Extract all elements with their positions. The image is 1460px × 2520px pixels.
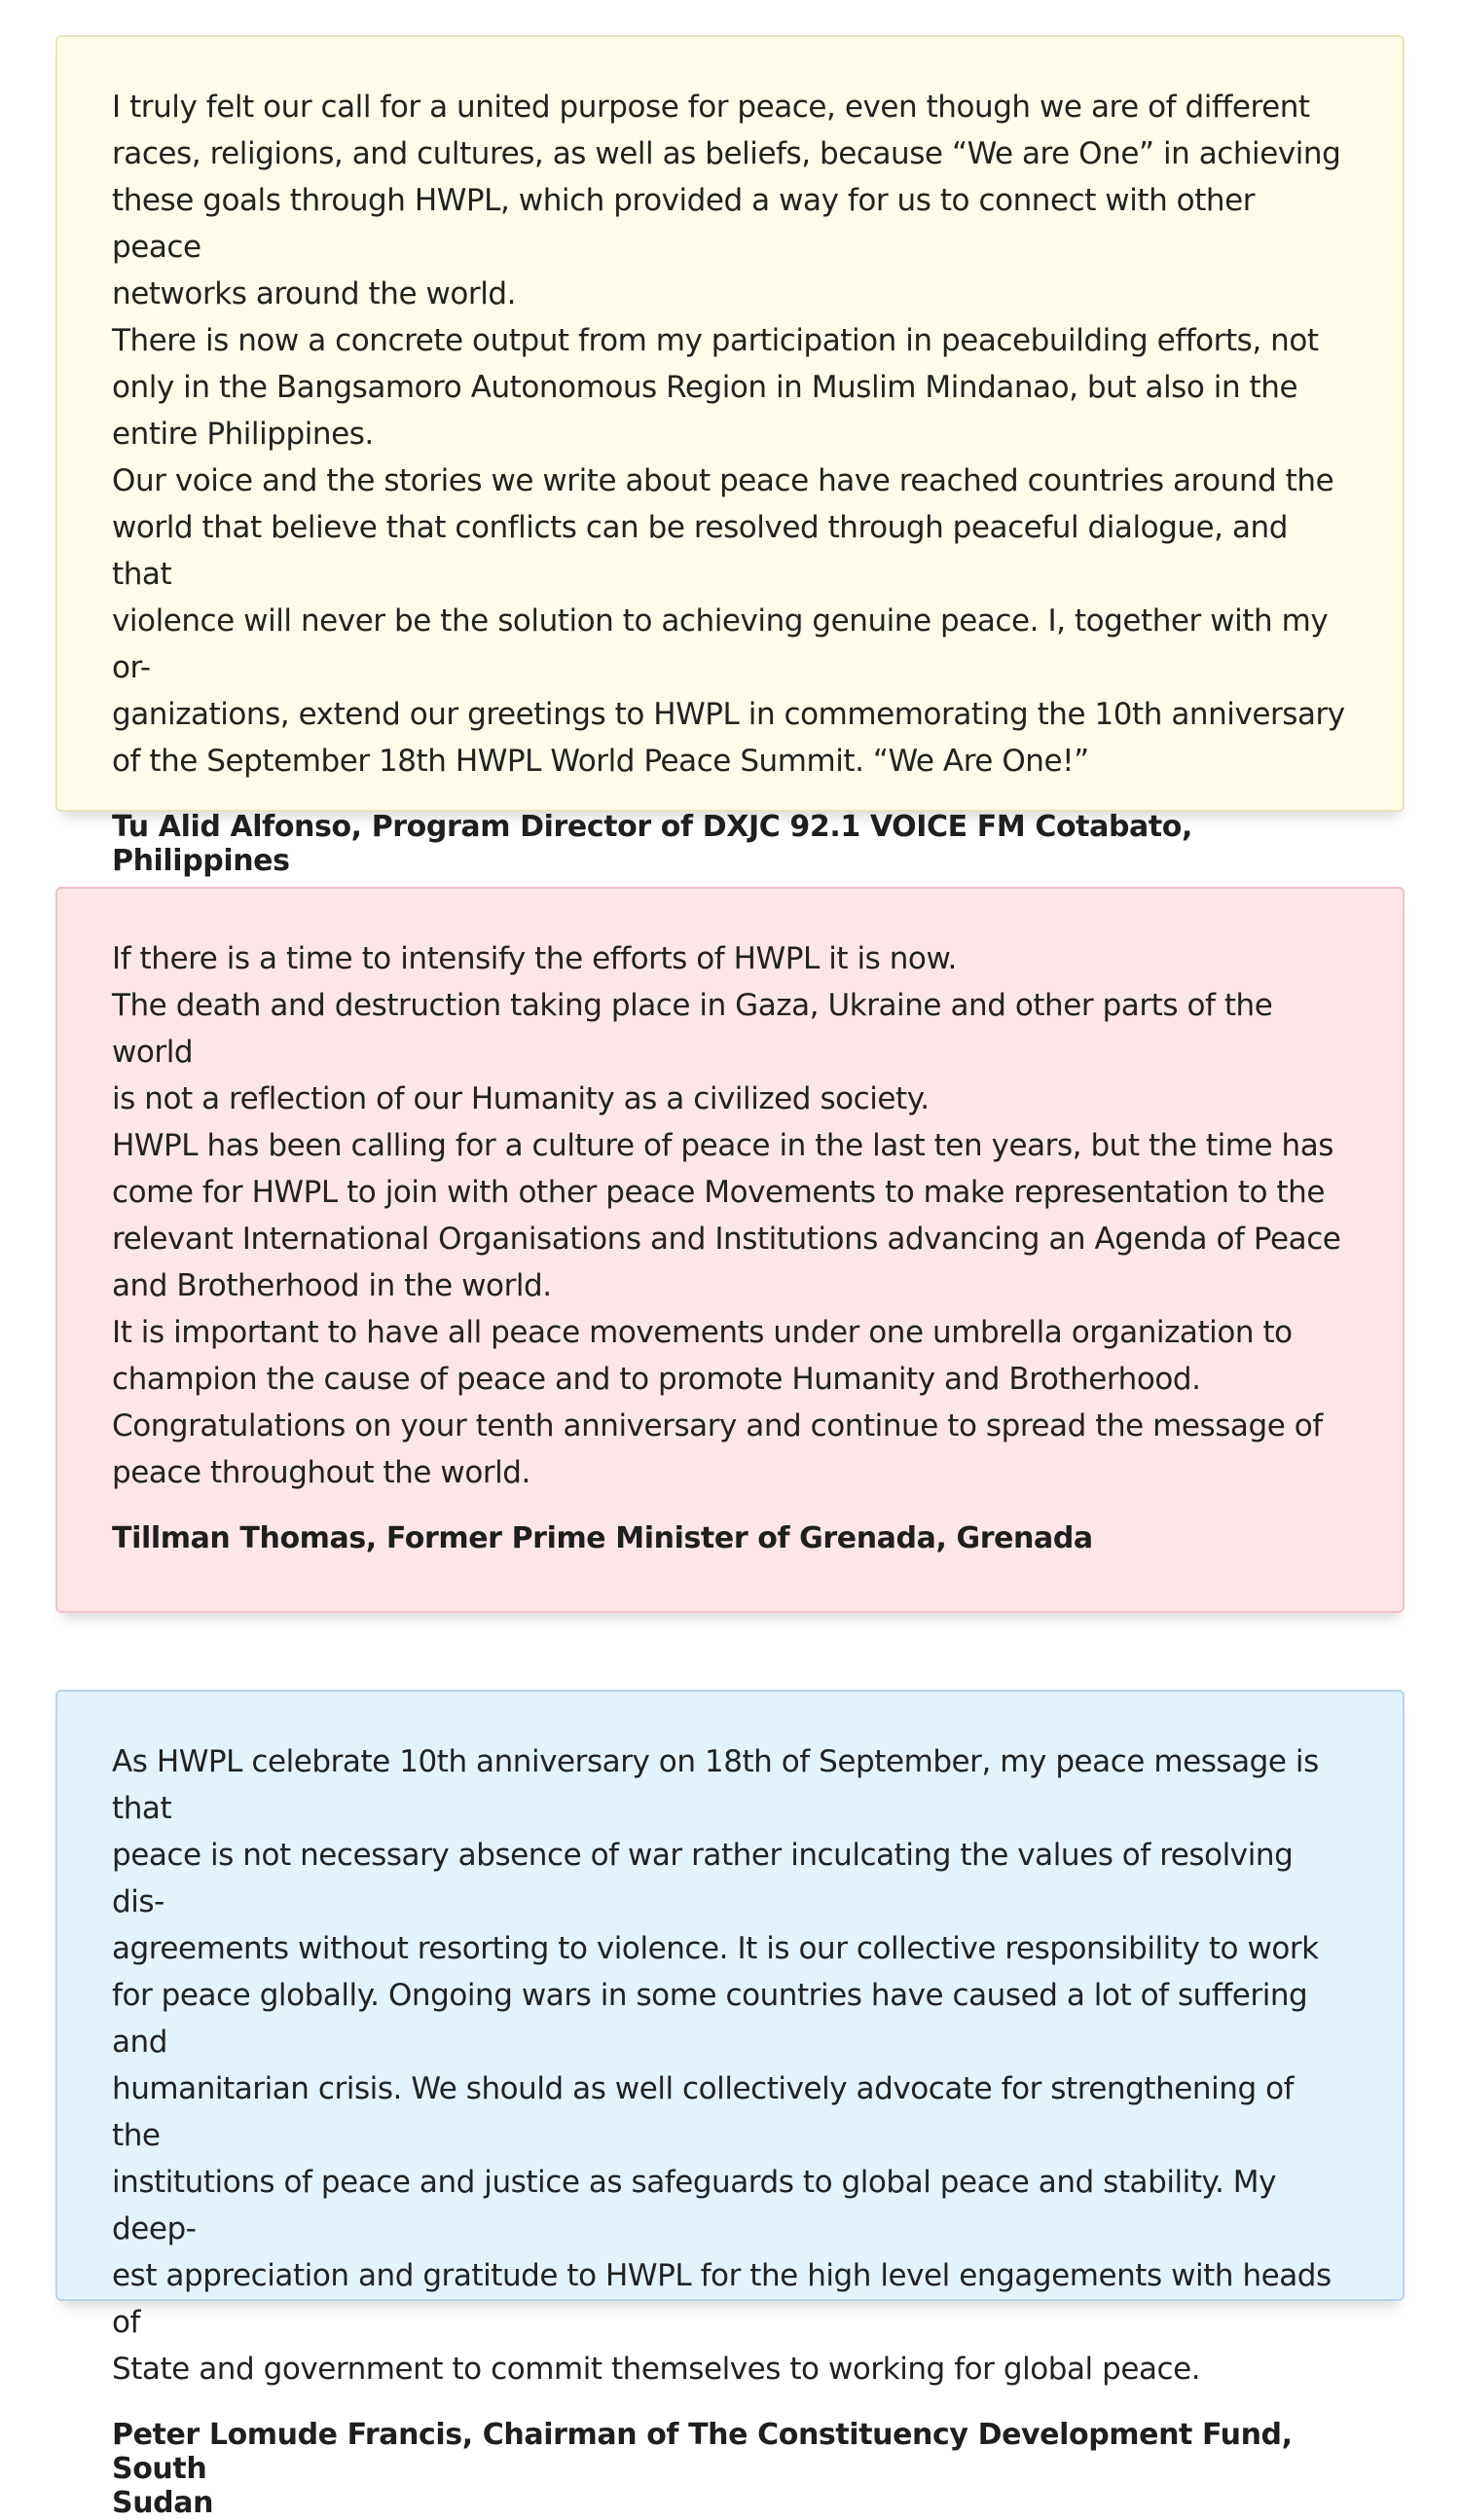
quote-paragraph: If there is a time to intensify the efforts of HWPL it is now. [112,941,957,976]
testimonial-card-thomas [55,887,1405,1613]
testimonial-card-alfonso [55,35,1405,878]
quote-paragraph: There is now a concrete output from my participation in peacebuilding efforts, not only in the Bangsamoro Autonomous Region in Muslim Mindanao, but also in the entire Philippines. [112,323,1319,452]
quote-paragraph: As HWPL celebrate 10th anniversary on 18th of September, my peace message is that peace is not necessary absence of war rather inculcating the values of resolving dis- agreements without resorting to violence. It is our collective responsibility to work for peace globally. Ongoing wars in some countries have caused a lot of suffering and humanitarian crisis. We should as well collectively advocate for strengthening of the institutions of peace and justice as safeguards to global peace and stability. My deep- est appreciation and gratitude to HWPL for the high level engagements with heads of State and government to commit themselves to working for global peace. [112,1744,1332,2387]
testimonial-quote [112,84,1348,785]
quote-paragraph: Congratulations on your tenth anniversary and continue to spread the message of peace throughout the world. [112,1408,1323,1490]
testimonial-card-francis [55,1690,1405,2520]
testimonial-quote [112,1738,1348,2392]
quote-paragraph: The death and destruction taking place in Gaza, Ukraine and other parts of the world is not a reflection of our Humanity as a civilized society. [112,988,1273,1116]
quote-paragraph: I truly felt our call for a united purpose for peace, even though we are of different races, religions, and cultures, as well as beliefs, because “We are One” in achieving these goals through HWPL, which provided a way for us to connect with other peace networks around the world. [112,90,1341,311]
quote-paragraph: HWPL has been calling for a culture of peace in the last ten years, but the time has come for HWPL to join with other peace Movements to make representation to the relevant International Organisations and Institutions advancing an Agenda of Peace and Brotherhood in the world. [112,1128,1341,1303]
testimonial-author: Peter Lomude Francis, Chairman of The Constituency Development Fund, South Sudan [112,2418,1293,2520]
testimonial-author: Tu Alid Alfonso, Program Director of DXJC 92.1 VOICE FM Cotabato, Philippines [112,810,1193,878]
testimonial-quote [112,935,1348,1496]
quote-paragraph: It is important to have all peace movements under one umbrella organization to champion the cause of peace and to promote Humanity and Brotherhood. [112,1315,1293,1397]
quote-paragraph: Our voice and the stories we write about peace have reached countries around the world that believe that conflicts can be resolved through peaceful dialogue, and that violence will never be the solution to achieving genuine peace. I, together with my or- ganizations, extend our greetings to HWPL in commemorating the 10th anniversary of the September 18th HWPL World Peace Summit. “We Are One!” [112,463,1345,779]
testimonial-author: Tillman Thomas, Former Prime Minister of Grenada, Grenada [112,1521,1093,1555]
